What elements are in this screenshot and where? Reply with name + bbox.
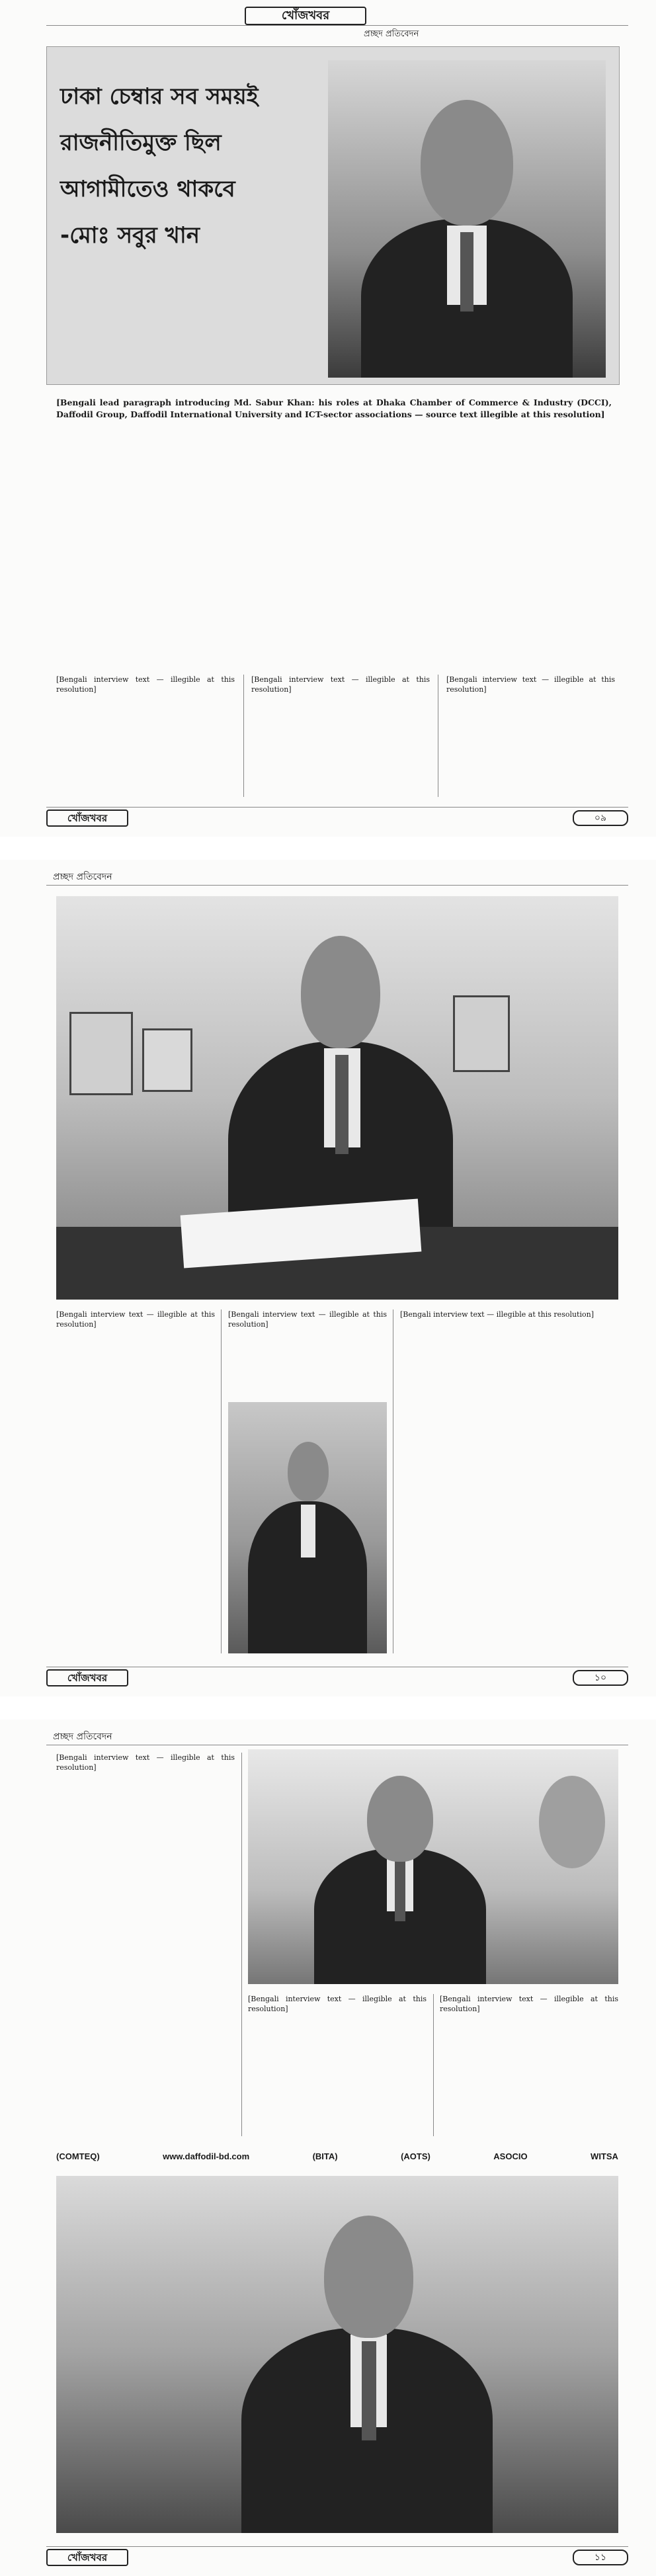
footer-logo: খোঁজখবর	[46, 2549, 128, 2566]
page1-column-2: [Bengali interview text — illegible at this resolution]	[251, 675, 430, 694]
inset-photo	[228, 1402, 387, 1653]
page-number: ১১	[573, 2550, 628, 2565]
office-tie	[395, 1855, 405, 1921]
page3-column-2: [Bengali interview text — illegible at this resolution]	[248, 1995, 427, 2013]
office-plant	[539, 1776, 605, 1868]
highlight-bita: (BITA)	[312, 2151, 338, 2161]
masthead	[46, 5, 628, 39]
wall-frame	[142, 1028, 192, 1092]
wall-frame	[453, 995, 510, 1072]
page3-column-3: [Bengali interview text — illegible at this resolution]	[440, 1995, 618, 2013]
page1-column-3: [Bengali interview text — illegible at this resolution]	[446, 675, 615, 694]
lead-paragraph: [Bengali lead paragraph introducing Md. Sabur Khan: his roles at Dhaka Chamber of Commerce & Industry (DCCI), Daffodil Group, Daffodil International University and ICT-sector associations — source text illegible at this resolution]	[56, 397, 612, 419]
highlight-website: www.daffodil-bd.com	[163, 2151, 250, 2161]
page-footer	[46, 1667, 628, 1687]
highlight-asocio: ASOCIO	[493, 2151, 528, 2161]
headline-line-3: আগামীতেও থাকবে	[60, 176, 235, 202]
highlight-aots: (AOTS)	[401, 2151, 430, 2161]
page2-column-3: [Bengali interview text — illegible at this resolution]	[400, 1310, 594, 1319]
wall-frame	[69, 1012, 133, 1095]
masthead-logo: খোঁজখবর	[245, 7, 366, 25]
office-head	[367, 1776, 433, 1862]
column-rule	[243, 675, 244, 797]
page1-column-1: [Bengali interview text — illegible at this resolution]	[56, 675, 235, 694]
highlight-comteq: (COMTEQ)	[56, 2151, 100, 2161]
person-tie	[335, 1055, 348, 1154]
portrait-photo	[328, 60, 606, 378]
page-number: ১০	[573, 1670, 628, 1686]
highlight-witsa: WITSA	[591, 2151, 618, 2161]
page-3	[0, 1720, 656, 2576]
large-portrait-photo	[56, 2176, 618, 2533]
desk-photo	[56, 896, 618, 1300]
organization-highlights	[56, 2143, 618, 2169]
section-label: প্রচ্ছদ প্রতিবেদন	[53, 1731, 112, 1742]
column-rule	[221, 1309, 222, 1653]
inset-head	[288, 1442, 329, 1501]
portrait-head	[421, 100, 513, 226]
footer-logo: খোঁজখবর	[46, 810, 128, 827]
column-rule	[241, 1753, 242, 2136]
masthead	[46, 865, 628, 886]
page3-column-1: [Bengali interview text — illegible at this resolution]	[56, 1753, 235, 1772]
column-rule	[433, 1994, 434, 2136]
masthead	[46, 1725, 628, 1745]
page2-column-1: [Bengali interview text — illegible at this resolution]	[56, 1310, 215, 1329]
office-photo	[248, 1749, 618, 1984]
page2-column-2: [Bengali interview text — illegible at this resolution]	[228, 1310, 387, 1329]
page-1	[0, 0, 656, 837]
person-head	[301, 936, 380, 1048]
headline-line-1: ঢাকা চেম্বার সব সময়ই	[60, 83, 259, 110]
page-number: ০৯	[573, 810, 628, 826]
headline-banner	[46, 46, 620, 385]
headline-line-2: রাজনীতিমুক্ত ছিল	[60, 130, 222, 156]
inset-shirt	[301, 1505, 315, 1558]
large-portrait-tie	[362, 2341, 376, 2440]
headline	[60, 73, 338, 259]
headline-byline: -মোঃ সবুর খান	[60, 222, 200, 249]
section-label: প্রচ্ছদ প্রতিবেদন	[364, 29, 419, 39]
portrait-tie	[460, 232, 473, 312]
page-2	[0, 860, 656, 1696]
footer-logo: খোঁজখবর	[46, 1669, 128, 1686]
page-footer	[46, 807, 628, 827]
large-portrait-head	[324, 2216, 413, 2338]
section-label: প্রচ্ছদ প্রতিবেদন	[53, 872, 112, 882]
page-footer	[46, 2546, 628, 2567]
